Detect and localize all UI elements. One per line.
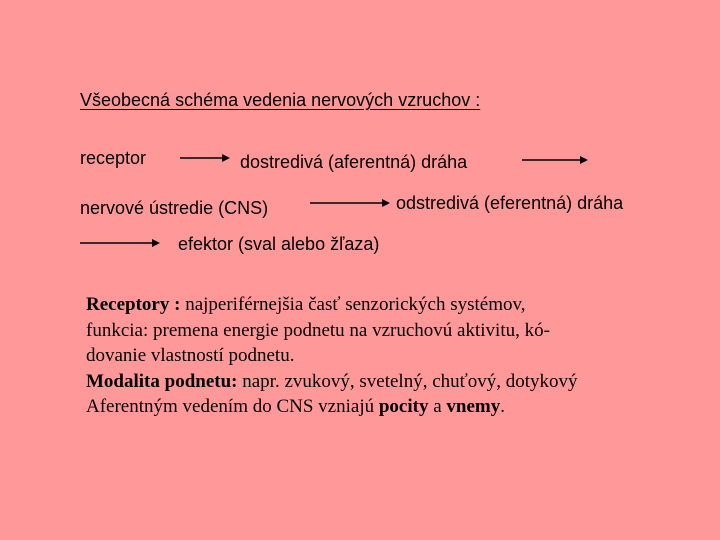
conjunction: a — [428, 396, 447, 417]
paragraph-line-3: dovanie vlastností podnetu. — [86, 345, 295, 366]
arrow-cns-to-efferent-icon — [310, 195, 390, 211]
paragraph-line-2: funkcia: premena energie podnetu na vzruchovú aktivitu, kó- — [86, 319, 550, 341]
sentence-end: . — [500, 396, 505, 417]
paragraph-line-1 — [86, 292, 716, 318]
flow-receptor: receptor — [80, 148, 147, 168]
description-paragraph — [86, 292, 716, 420]
paragraph-line-4 — [86, 369, 716, 395]
arrow-efferent-to-effector-icon — [80, 235, 160, 251]
paragraph-line-5 — [86, 394, 716, 420]
perceptions-term: vnemy — [446, 396, 501, 417]
flow-effector: efektor (sval alebo žľaza) — [178, 234, 380, 254]
slide-title: Všeobecná schéma vedenia nervových vzruchov : — [80, 90, 481, 110]
arrow-afferent-to-cns-icon — [522, 152, 588, 168]
modality-examples: napr. zvukový, svetelný, chuťový, dotykový — [237, 370, 578, 392]
flow-afferent-pathway: dostredivá (aferentná) dráha — [240, 152, 468, 172]
sensations-term: pocity — [378, 396, 429, 417]
receptors-definition: najperiférnejšia časť senzorických systémov, — [185, 294, 526, 315]
flow-cns: nervové ústredie (CNS) — [80, 198, 269, 218]
flow-efferent-pathway: odstredivá (eferentná) dráha — [396, 193, 624, 213]
modality-label: Modalita podnetu: — [86, 370, 238, 392]
arrow-receptor-to-afferent-icon — [180, 150, 230, 166]
receptors-label: Receptory : — [86, 294, 186, 315]
afferent-sentence-start: Aferentným vedením do CNS vzniajú — [86, 396, 379, 417]
